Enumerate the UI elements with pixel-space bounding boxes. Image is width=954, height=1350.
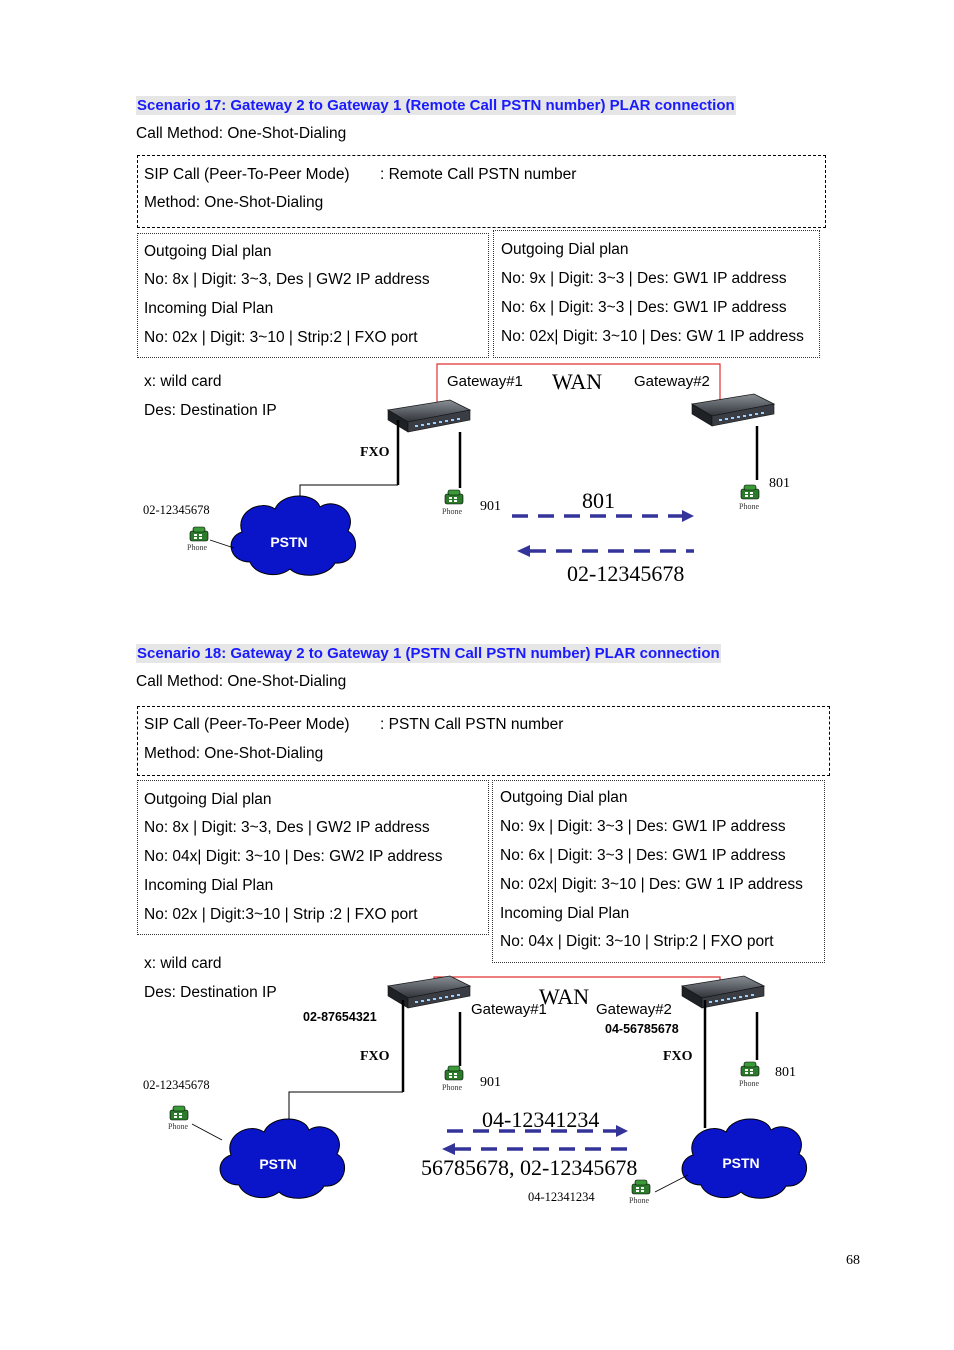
gateway-1-device xyxy=(388,400,470,432)
pstn-cloud-left xyxy=(220,1119,344,1198)
pstn-label: PSTN xyxy=(259,1156,297,1172)
dial-plan-line: No: 02x| Digit: 3~10 | Des: GW 1 IP address xyxy=(501,328,804,345)
pstn-label: PSTN xyxy=(722,1155,760,1171)
gateway-1-label: Gateway#1 xyxy=(471,1001,547,1018)
legend-destination: Des: Destination IP xyxy=(144,402,277,419)
dial-plan-line: Outgoing Dial plan xyxy=(144,791,272,808)
dial-plan-line: Incoming Dial Plan xyxy=(500,905,630,922)
dial-plan-line: No: 02x| Digit: 3~10 | Des: GW 1 IP address xyxy=(500,876,803,893)
phone-label: Phone xyxy=(187,543,207,552)
pstn-cloud xyxy=(231,496,355,575)
phone-label: Phone xyxy=(629,1196,649,1205)
sip-call-type: : Remote Call PSTN number xyxy=(380,166,577,183)
phone-label: Phone xyxy=(739,502,759,511)
sip-call-method: Method: One-Shot-Dialing xyxy=(144,194,324,211)
phone-label: Phone xyxy=(442,1083,462,1092)
dial-plan-line: No: 9x | Digit: 3~3 | Des: GW1 IP address xyxy=(500,818,786,835)
fxo-wire-to-pstn xyxy=(300,485,398,500)
pstn-right-phone-number: 04-12341234 xyxy=(528,1190,595,1204)
dialed-number-top: 801 xyxy=(582,488,615,513)
dial-plan-line: No: 02x | Digit:3~10 | Strip :2 | FXO port xyxy=(144,906,418,923)
dial-plan-line: No: 04x | Digit: 3~10 | Strip:2 | FXO port xyxy=(500,933,774,950)
phone-icon xyxy=(632,1180,650,1194)
phone-icon xyxy=(741,1062,759,1076)
phone-icon xyxy=(445,1066,463,1080)
legend-wild-card: x: wild card xyxy=(144,373,222,390)
dial-plan-line: No: 8x | Digit: 3~3, Des | GW2 IP address xyxy=(144,819,430,836)
dialed-number-bottom: 56785678, 02-12345678 xyxy=(421,1155,638,1180)
gateway-1-label: Gateway#1 xyxy=(447,373,523,390)
phone-label: Phone xyxy=(739,1079,759,1088)
pstn-phone-wire xyxy=(192,1124,222,1140)
phone-label: Phone xyxy=(168,1122,188,1131)
dial-plan-line: Outgoing Dial plan xyxy=(144,243,272,260)
wan-label: WAN xyxy=(539,984,590,1009)
gateway-2-label: Gateway#2 xyxy=(634,373,710,390)
pstn-phone-wire xyxy=(210,540,234,548)
wan-label: WAN xyxy=(552,369,603,394)
scenario-18-heading: Scenario 18: Gateway 2 to Gateway 1 (PSTN Call PSTN number) PLAR connection xyxy=(137,645,720,662)
dial-plan-line: No: 02x | Digit: 3~10 | Strip:2 | FXO port xyxy=(144,329,418,346)
arrow-left-head xyxy=(517,545,530,557)
pstn-cloud-right xyxy=(682,1119,806,1198)
pstn-phone-number: 02-12345678 xyxy=(143,503,210,517)
call-method: Call Method: One-Shot-Dialing xyxy=(136,125,347,142)
dialed-number-top: 04-12341234 xyxy=(482,1107,600,1132)
dial-plan-line: No: 6x | Digit: 3~3 | Des: GW1 IP address xyxy=(500,847,786,864)
phone-icon xyxy=(190,527,208,541)
legend-destination: Des: Destination IP xyxy=(144,984,277,1001)
dial-plan-line: No: 6x | Digit: 3~3 | Des: GW1 IP address xyxy=(501,299,787,316)
phone-icon xyxy=(445,490,463,504)
page-number: 68 xyxy=(846,1253,860,1268)
fxo-label: FXO xyxy=(360,445,390,460)
call-method: Call Method: One-Shot-Dialing xyxy=(136,673,347,690)
fxo-label: FXO xyxy=(663,1049,693,1064)
gateway-2-line-number: 04-56785678 xyxy=(605,1022,679,1036)
dial-plan-line: Incoming Dial Plan xyxy=(144,877,274,894)
extension-901: 901 xyxy=(480,1075,501,1090)
gateway-1-line-number: 02-87654321 xyxy=(303,1010,377,1024)
gateway-1-device xyxy=(388,976,470,1008)
extension-801: 801 xyxy=(775,1065,796,1080)
phone-icon xyxy=(170,1106,188,1120)
sip-call-mode: SIP Call (Peer-To-Peer Mode) xyxy=(144,716,350,733)
legend-wild-card: x: wild card xyxy=(144,955,222,972)
pstn-left-phone-number: 02-12345678 xyxy=(143,1078,210,1092)
sip-call-method: Method: One-Shot-Dialing xyxy=(144,745,324,762)
arrow-right-head xyxy=(616,1125,628,1137)
phone-label: Phone xyxy=(442,507,462,516)
pstn-phone-wire xyxy=(655,1175,688,1192)
dialed-number-bottom: 02-12345678 xyxy=(567,561,685,586)
fxo-wire-to-pstn xyxy=(289,1092,403,1124)
dial-plan-line: No: 04x| Digit: 3~10 | Des: GW2 IP address xyxy=(144,848,443,865)
fxo-label: FXO xyxy=(360,1049,390,1064)
gateway-2-device xyxy=(692,394,774,426)
arrow-left-head xyxy=(442,1143,455,1155)
gateway-2-device xyxy=(682,976,764,1008)
sip-call-mode: SIP Call (Peer-To-Peer Mode) xyxy=(144,166,350,183)
arrow-right-head xyxy=(682,510,694,522)
sip-call-type: : PSTN Call PSTN number xyxy=(380,716,564,733)
extension-901: 901 xyxy=(480,499,501,514)
dial-plan-line: Outgoing Dial plan xyxy=(500,789,628,806)
dial-plan-line: No: 9x | Digit: 3~3 | Des: GW1 IP address xyxy=(501,270,787,287)
phone-icon xyxy=(741,485,759,499)
pstn-label: PSTN xyxy=(270,534,308,550)
dial-plan-line: No: 8x | Digit: 3~3, Des | GW2 IP address xyxy=(144,271,430,288)
gateway-2-label: Gateway#2 xyxy=(596,1001,672,1018)
dial-plan-line: Incoming Dial Plan xyxy=(144,300,274,317)
scenario-17-heading: Scenario 17: Gateway 2 to Gateway 1 (Remote Call PSTN number) PLAR connection xyxy=(137,97,735,114)
dial-plan-line: Outgoing Dial plan xyxy=(501,241,629,258)
extension-801: 801 xyxy=(769,476,790,491)
